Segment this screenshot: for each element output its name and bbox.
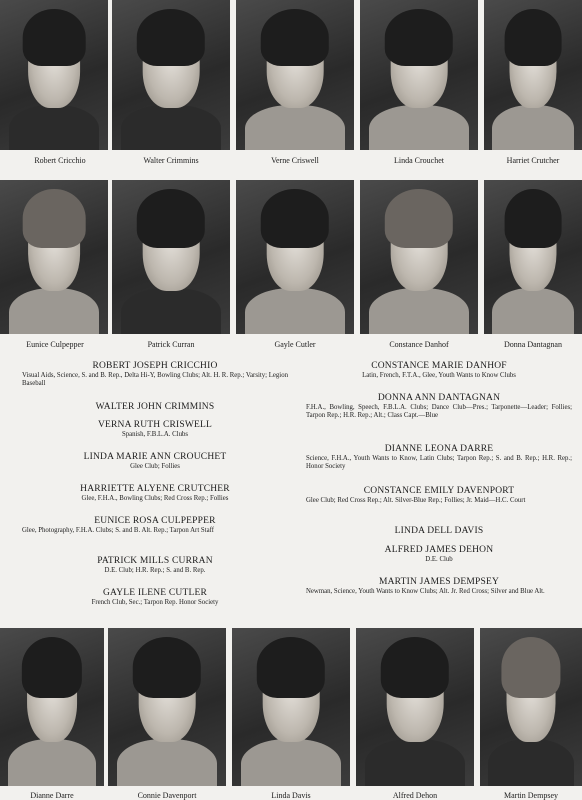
bio-activities: Latin, French, F.T.A., Glee, Youth Wants to Know Clubs (362, 372, 516, 379)
portrait-linda-crouchet (360, 0, 478, 150)
portrait-donna-dantagnan (484, 180, 582, 334)
bio-name: ALFRED JAMES DEHON (384, 545, 494, 555)
bio-dianne-darre (306, 444, 572, 472)
bio-name: EUNICE ROSA CULPEPPER (94, 516, 216, 526)
bio-activities: D.E. Club (425, 556, 453, 563)
bio-martin-dempsey (306, 577, 572, 596)
bio-name: CONSTANCE EMILY DAVENPORT (363, 486, 515, 496)
bio-name: HARRIETTE ALYENE CRUTCHER (80, 484, 230, 494)
portrait-martin-dempsey (480, 628, 582, 786)
bio-name: GAYLE ILENE CUTLER (102, 588, 208, 598)
caption-constance-danhof: Constance Danhof (389, 340, 449, 349)
bio-name: DIANNE LEONA DARRE (384, 444, 494, 454)
bio-activities: Glee, F.H.A., Bowling Clubs; Red Cross Rep.; Follies (81, 495, 229, 502)
second-photo-row (0, 180, 582, 352)
caption-alfred-dehon: Alfred Dehon (392, 791, 438, 800)
bio-name: DONNA ANN DANTAGNAN (377, 393, 501, 403)
portrait-walter-crimmins (112, 0, 230, 150)
bio-name: VERNA RUTH CRISWELL (97, 420, 213, 430)
bio-donna-dantagnan (306, 393, 572, 421)
caption-harriet-crutcher: Harriet Crutcher (506, 156, 560, 165)
caption-gayle-cutler: Gayle Cutler (274, 340, 316, 349)
caption-donna-dantagnan: Donna Dantagnan (504, 340, 562, 349)
bio-activities: Glee, Photography, F.H.A. Clubs; S. and B. Alt. Rep.; Tarpon Art Staff (22, 527, 214, 534)
bio-activities: French Club, Sec.; Tarpon Rep. Honor Society (91, 599, 219, 606)
portrait-gayle-cutler (236, 180, 354, 334)
bio-name: LINDA DELL DAVIS (394, 526, 484, 536)
caption-eunice-culpepper: Eunice Culpepper (26, 340, 84, 349)
caption-martin-dempsey: Martin Dempsey (504, 791, 558, 800)
bio-linda-crouchet (22, 452, 288, 471)
bio-name: ROBERT JOSEPH CRICCHIO (92, 361, 218, 371)
bio-activities: Newman, Science, Youth Wants to Know Clubs; Alt. Jr. Red Cross; Silver and Blue Alt. (306, 588, 545, 595)
bio-patrick-curran (22, 556, 288, 575)
bio-activities: Glee Club; Follies (130, 463, 180, 470)
bio-linda-davis (306, 526, 572, 537)
bio-eunice-culpepper (22, 516, 288, 535)
caption-robert-cricchio: Robert Cricchio (34, 156, 86, 165)
bio-activities: Glee Club; Red Cross Rep.; Alt. Silver-Blue Rep.; Follies; Jr. Maid—H.C. Court (306, 497, 526, 504)
bottom-photo-row (0, 628, 582, 800)
bio-alfred-dehon (306, 545, 572, 564)
portrait-dianne-darre (0, 628, 104, 786)
portrait-harriet-crutcher (484, 0, 582, 150)
caption-patrick-curran: Patrick Curran (147, 340, 195, 349)
bio-activities: Science, F.H.A., Youth Wants to Know, Latin Clubs; Tarpon Rep.; S. and B. Rep.; H.R. Rep.; Honor Society (306, 455, 572, 471)
bio-name: PATRICK MILLS CURRAN (97, 556, 213, 566)
caption-linda-crouchet: Linda Crouchet (394, 156, 444, 165)
portrait-constance-danhof (360, 180, 478, 334)
bio-activities: D.E. Club; H.R. Rep.; S. and B. Rep. (104, 567, 206, 574)
bio-constance-davenport (306, 486, 572, 505)
portrait-eunice-culpepper (0, 180, 108, 334)
bio-name: WALTER JOHN CRIMMINS (95, 402, 215, 412)
portrait-alfred-dehon (356, 628, 474, 786)
portrait-connie-davenport (108, 628, 226, 786)
caption-connie-davenport: Connie Davenport (137, 791, 197, 800)
caption-dianne-darre: Dianne Darre (30, 791, 74, 800)
bio-name: LINDA MARIE ANN CROUCHET (83, 452, 227, 462)
caption-verne-criswell: Verne Criswell (271, 156, 319, 165)
bio-harriette-crutcher (22, 484, 288, 503)
top-photo-row (0, 0, 582, 170)
portrait-verne-criswell (236, 0, 354, 150)
bio-gayle-cutler (22, 588, 288, 607)
bio-activities: Visual Aids, Science, S. and B. Rep., Delta Hi-Y, Bowling Clubs; Alt. H. R. Rep.; Varsity; Legion Baseball (22, 372, 288, 388)
bio-activities: Spanish, F.B.L.A. Clubs (121, 431, 189, 438)
caption-walter-crimmins: Walter Crimmins (143, 156, 199, 165)
bio-walter-crimmins (22, 402, 288, 413)
bio-name: MARTIN JAMES DEMPSEY (378, 577, 500, 587)
bio-verna-criswell (22, 420, 288, 439)
portrait-patrick-curran (112, 180, 230, 334)
caption-linda-davis: Linda Davis (271, 791, 311, 800)
bio-activities: F.H.A., Bowling, Speech, F.B.L.A. Clubs; Dance Club—Pres.; Tarponette—Leader; Follies; Tarpon Rep.; H.R. Rep.; Alt.; Class Capt.—Blue (306, 404, 572, 420)
portrait-robert-cricchio (0, 0, 108, 150)
bio-constance-danhof (306, 361, 572, 380)
bio-robert-cricchio (22, 361, 288, 389)
bio-name: CONSTANCE MARIE DANHOF (371, 361, 507, 371)
portrait-linda-davis (232, 628, 350, 786)
